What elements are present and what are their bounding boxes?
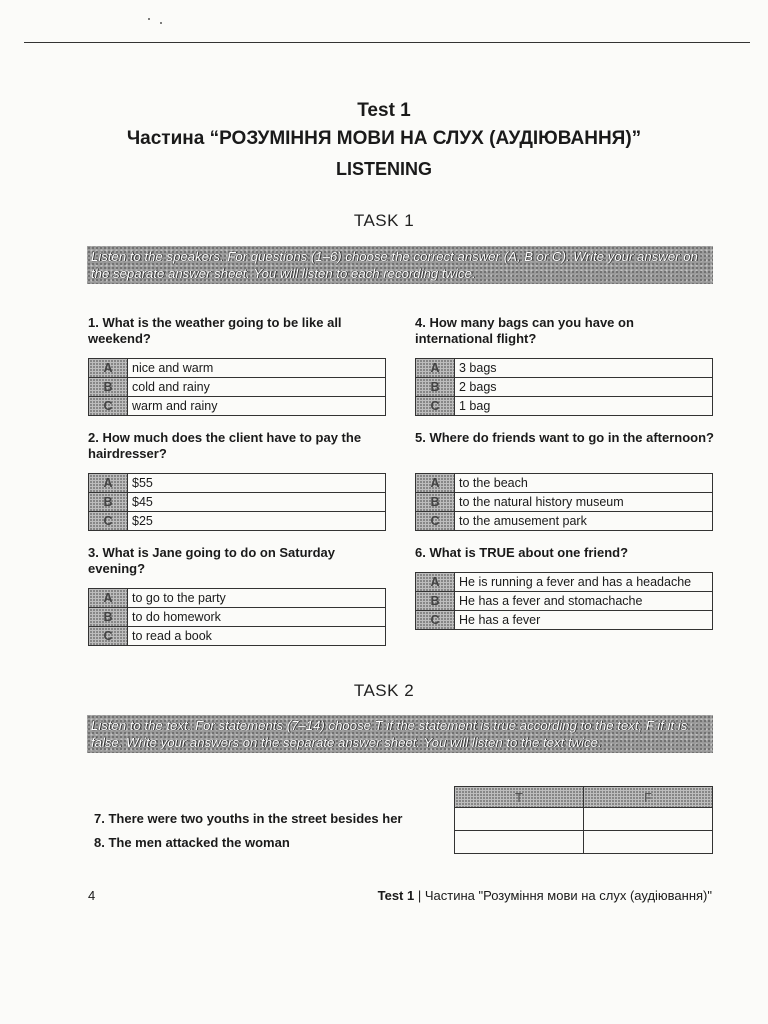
option-row[interactable] <box>416 512 713 531</box>
test-title: Test 1 <box>357 100 411 121</box>
scan-speck <box>148 18 150 20</box>
option-row[interactable] <box>416 378 713 397</box>
listening-title: LISTENING <box>335 159 432 179</box>
option-letter: B <box>416 493 455 512</box>
answer-cell-7-t[interactable] <box>455 808 584 831</box>
option-letter: A <box>89 474 128 493</box>
option-letter: C <box>416 611 455 630</box>
options-table <box>415 572 713 630</box>
question-1 <box>88 315 388 413</box>
option-letter: B <box>89 378 128 397</box>
option-letter: A <box>89 589 128 608</box>
question-text: 1. What is the weather going to be like all weekend? <box>88 315 342 346</box>
option-text: $45 <box>128 493 386 512</box>
option-row[interactable] <box>89 627 386 646</box>
options-table <box>415 473 713 531</box>
option-text: He has a fever and stomachache <box>455 592 713 611</box>
option-text: to go to the party <box>128 589 386 608</box>
true-column-header: T <box>455 787 584 808</box>
option-row[interactable] <box>89 608 386 627</box>
page-number: 4 <box>88 888 96 903</box>
question-4 <box>415 315 715 413</box>
question-text: 2. How much does the client have to pay the hairdresser? <box>88 430 362 461</box>
option-text: 1 bag <box>455 397 713 416</box>
option-letter: A <box>416 359 455 378</box>
section-title: Частина “РОЗУМІННЯ МОВИ НА СЛУХ (АУДІЮВАННЯ)” <box>126 128 642 149</box>
option-letter: C <box>416 512 455 531</box>
option-letter: A <box>416 474 455 493</box>
option-row[interactable] <box>89 474 386 493</box>
option-row[interactable] <box>89 397 386 416</box>
statement-7: 7. There were two youths in the street besides her <box>94 811 403 826</box>
option-row[interactable] <box>89 493 386 512</box>
option-text: to do homework <box>128 608 386 627</box>
option-letter: A <box>89 359 128 378</box>
option-row[interactable] <box>416 592 713 611</box>
question-2 <box>88 430 388 528</box>
option-letter: B <box>416 592 455 611</box>
option-letter: A <box>416 573 455 592</box>
option-letter: B <box>416 378 455 397</box>
statement-8: 8. The men attacked the woman <box>94 835 290 850</box>
footer-separator: | <box>417 888 422 903</box>
answer-cell-7-f[interactable] <box>584 808 713 831</box>
option-text: to the amusement park <box>455 512 713 531</box>
answer-cell-8-f[interactable] <box>584 831 713 854</box>
task2-instruction: Listen to the text. For statements (7–14) choose T if the statement is true according to the text, F if it is false. Write your answers on the separate answer sheet. You will listen to the text twice. <box>87 715 713 753</box>
task1-instruction: Listen to the speakers. For questions (1–6) choose the correct answer (A, B or C). Write your answer on the separate answer sheet. You will listen to each recording twice. <box>87 246 713 284</box>
options-table <box>88 588 386 646</box>
top-rule <box>24 42 750 43</box>
option-letter: B <box>89 493 128 512</box>
task2-heading: TASK 2 <box>353 681 415 700</box>
option-row[interactable] <box>416 611 713 630</box>
question-text: 3. What is Jane going to do on Saturday evening? <box>88 545 336 576</box>
option-text: nice and warm <box>128 359 386 378</box>
footer-section-label: Частина "Розуміння мови на слух (аудіювання)" <box>424 888 712 903</box>
option-text: to the natural history museum <box>455 493 713 512</box>
footer-test-label: Test 1 <box>377 888 415 903</box>
options-table <box>415 358 713 416</box>
footer-label <box>378 888 712 903</box>
option-row[interactable] <box>89 589 386 608</box>
task1-heading: TASK 1 <box>353 211 415 230</box>
option-text: 2 bags <box>455 378 713 397</box>
option-letter: C <box>89 627 128 646</box>
option-row[interactable] <box>89 512 386 531</box>
options-table <box>88 473 386 531</box>
false-column-header: F <box>584 787 713 808</box>
question-6 <box>415 545 715 627</box>
option-row[interactable] <box>416 474 713 493</box>
option-letter: C <box>89 512 128 531</box>
option-text: He is running a fever and has a headache <box>455 573 713 592</box>
option-text: $55 <box>128 474 386 493</box>
option-row[interactable] <box>89 359 386 378</box>
option-row[interactable] <box>416 397 713 416</box>
question-text: 6. What is TRUE about one friend? <box>415 545 629 560</box>
options-table <box>88 358 386 416</box>
option-row[interactable] <box>416 573 713 592</box>
option-letter: C <box>416 397 455 416</box>
option-row[interactable] <box>89 378 386 397</box>
option-text: to read a book <box>128 627 386 646</box>
option-text: 3 bags <box>455 359 713 378</box>
answer-cell-8-t[interactable] <box>455 831 584 854</box>
question-text: 4. How many bags can you have on international flight? <box>415 315 634 346</box>
option-text: $25 <box>128 512 386 531</box>
option-row[interactable] <box>416 493 713 512</box>
option-text: warm and rainy <box>128 397 386 416</box>
option-text: He has a fever <box>455 611 713 630</box>
question-5 <box>415 430 715 528</box>
question-text: 5. Where do friends want to go in the afternoon? <box>415 430 714 445</box>
option-letter: B <box>89 608 128 627</box>
option-text: cold and rainy <box>128 378 386 397</box>
option-row[interactable] <box>416 359 713 378</box>
option-letter: C <box>89 397 128 416</box>
option-text: to the beach <box>455 474 713 493</box>
true-false-table <box>454 786 713 854</box>
scan-speck <box>160 22 162 24</box>
question-3 <box>88 545 388 643</box>
